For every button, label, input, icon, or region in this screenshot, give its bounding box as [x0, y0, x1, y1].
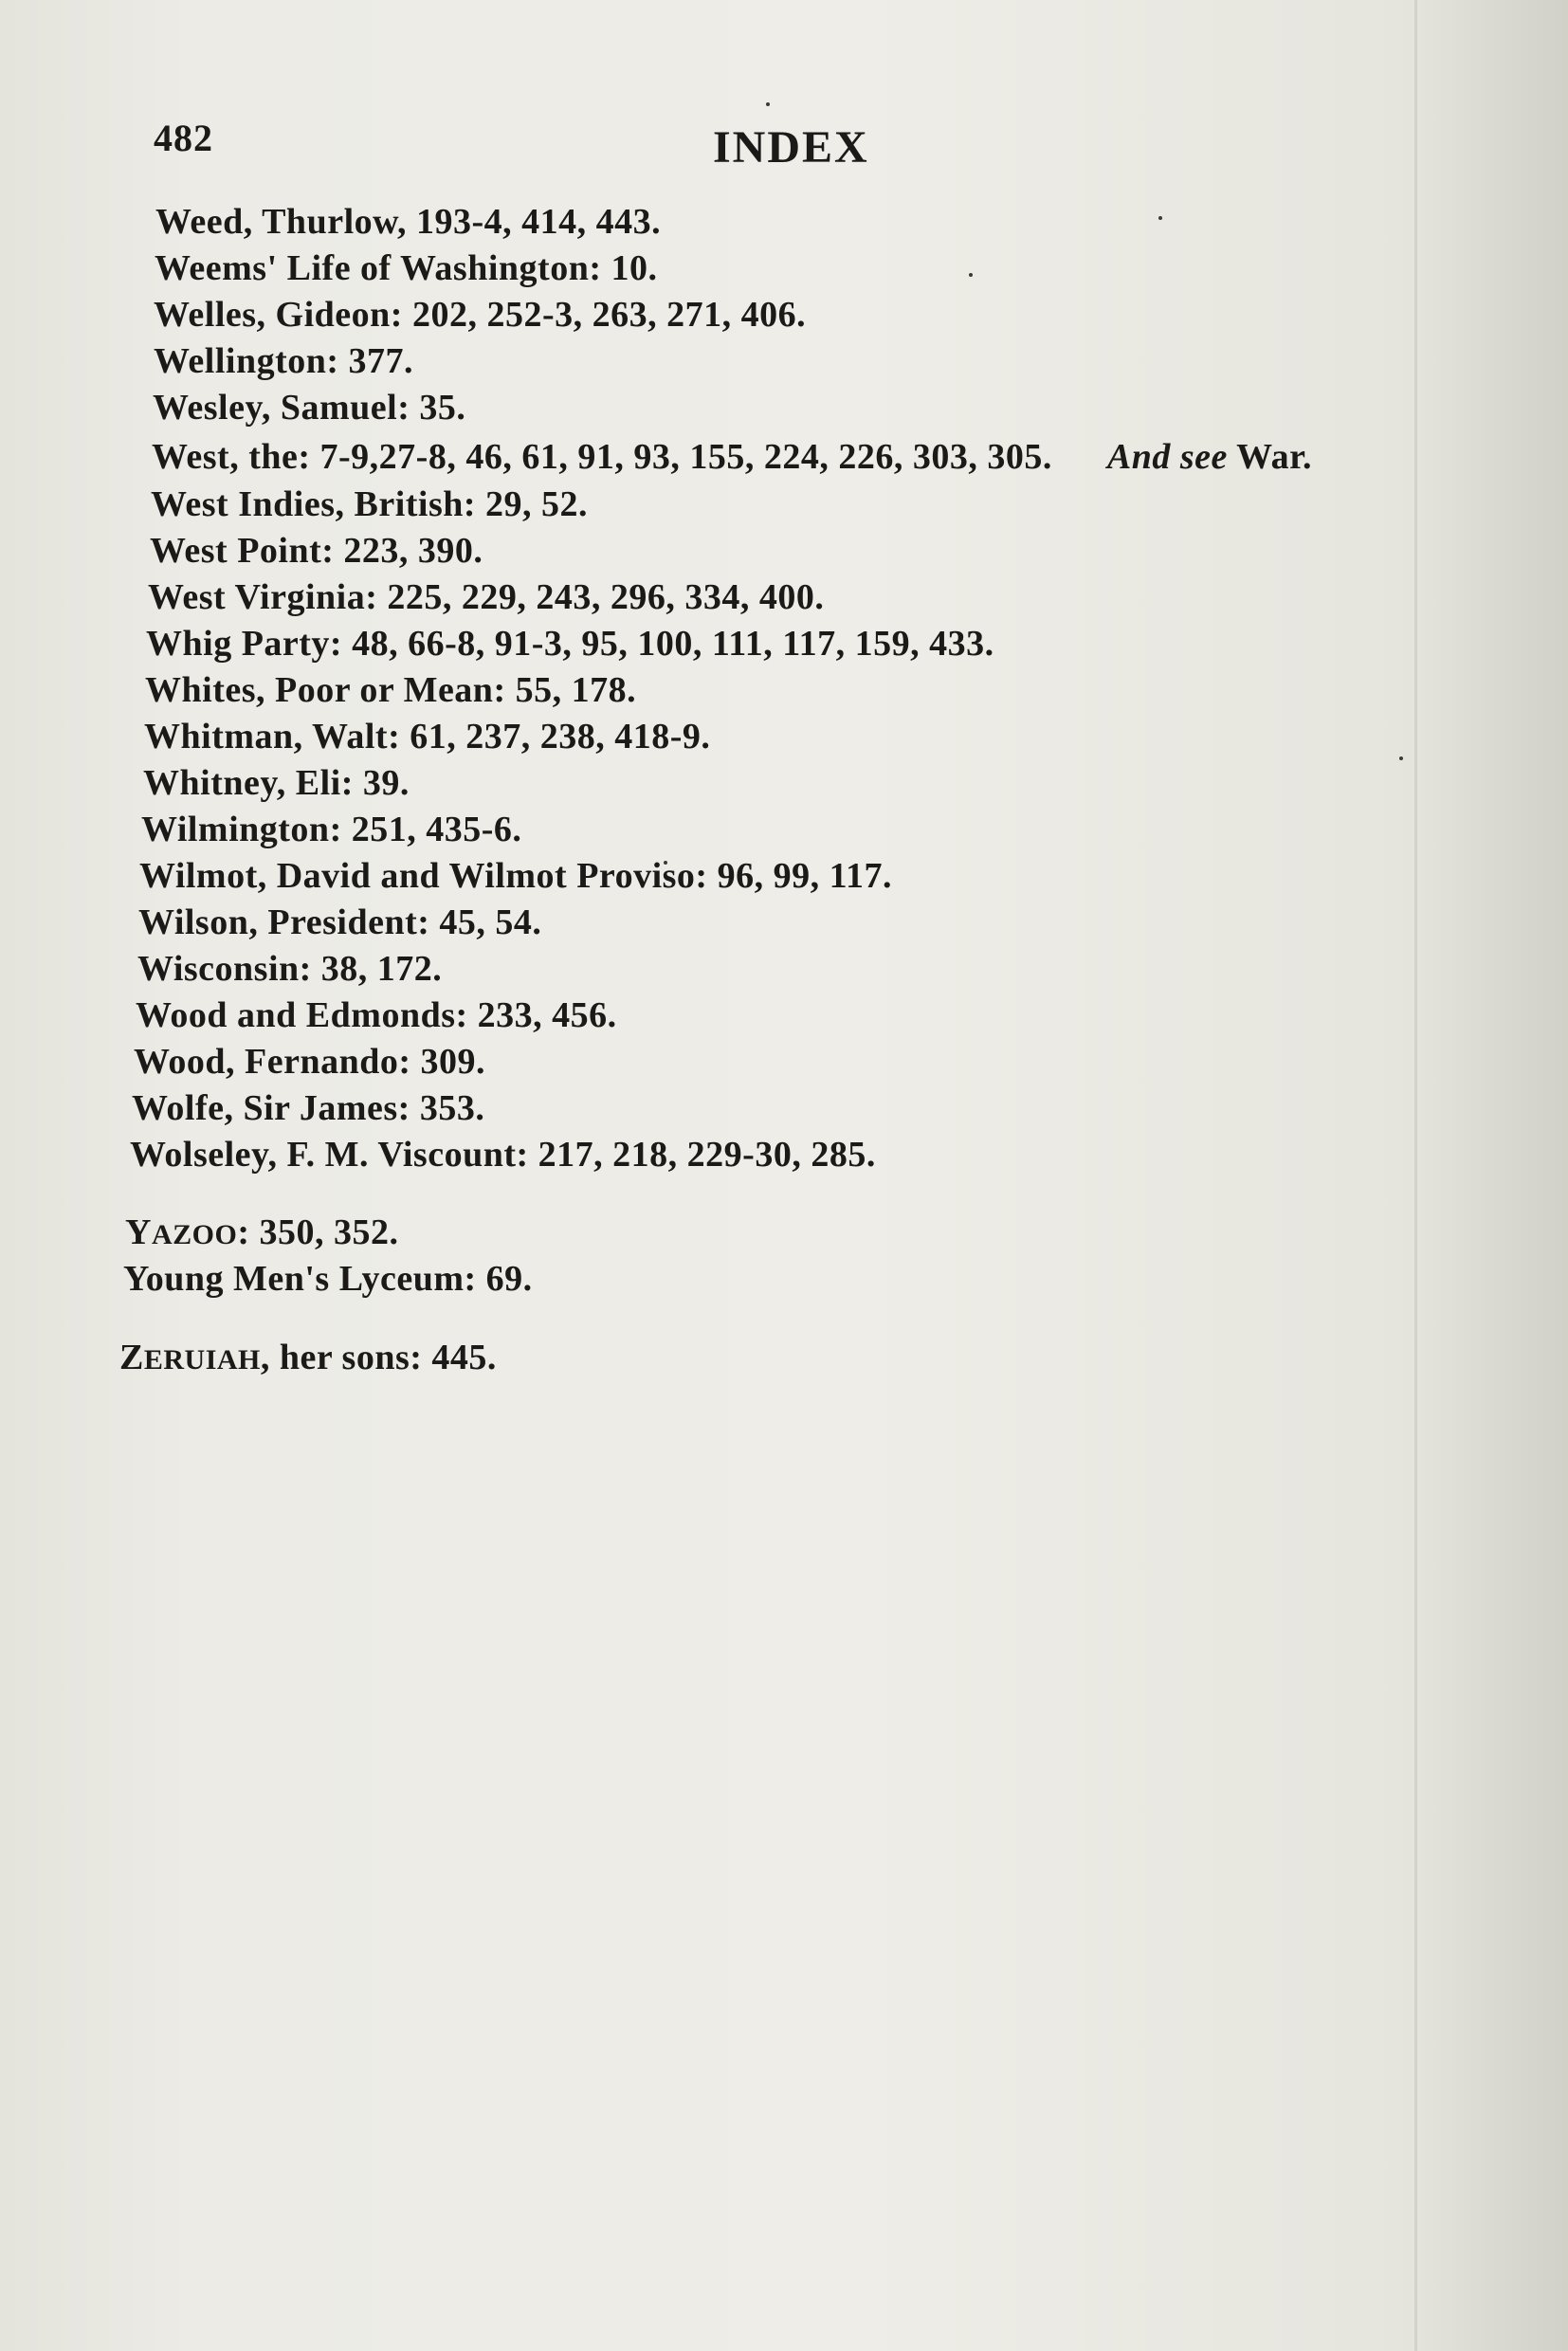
index-entry: Wilson, President: 45, 54. [138, 902, 542, 942]
index-entry: West Virginia: 225, 229, 243, 296, 334, 400. [148, 577, 825, 617]
index-entry: Whitney, Eli: 39. [143, 763, 410, 803]
print-speck [1158, 216, 1162, 220]
running-head: INDEX [713, 122, 869, 173]
entry-text: , her sons: 445. [260, 1338, 497, 1377]
index-entry: Whites, Poor or Mean: 55, 178. [145, 670, 637, 710]
index-entry: Young Men's Lyceum: 69. [123, 1259, 533, 1299]
index-entry: Wood and Edmonds: 233, 456. [136, 995, 617, 1035]
entry-head-initial: Z [119, 1338, 144, 1377]
index-entry: Wolfe, Sir James: 353. [132, 1088, 485, 1128]
see-also-target: War. [1236, 437, 1312, 477]
index-entry: Wood, Fernando: 309. [134, 1042, 486, 1082]
page-edge-shadow [1416, 0, 1568, 2351]
entry-head-smallcaps: AZOO [151, 1219, 238, 1250]
index-entry: Wilmot, David and Wilmot Proviso: 96, 99, 117. [139, 856, 892, 896]
page-crease [1414, 0, 1417, 2351]
entry-text: West, the: 7-9,27-8, 46, 61, 91, 93, 155, 224, 226, 303, 305. [152, 437, 1052, 477]
index-entry: Welles, Gideon: 202, 252-3, 263, 271, 406. [154, 295, 807, 335]
index-entry: Weed, Thurlow, 193-4, 414, 443. [155, 202, 662, 242]
print-speck [766, 102, 770, 106]
index-entry: Wesley, Samuel: 35. [153, 388, 466, 428]
index-entry-z-heading [119, 1337, 497, 1378]
index-entry: Wellington: 377. [154, 341, 414, 381]
index-entry-with-cross-reference [152, 436, 1312, 478]
index-entry-y-heading [125, 1212, 398, 1253]
index-entry: Wilmington: 251, 435-6. [141, 810, 522, 849]
print-speck [1399, 756, 1403, 760]
index-entry: Whig Party: 48, 66-8, 91-3, 95, 100, 111, 117, 159, 433. [146, 624, 994, 664]
entry-text: : 350, 352. [237, 1212, 399, 1252]
index-entry: Whitman, Walt: 61, 237, 238, 418-9. [144, 717, 711, 756]
index-entry: West Indies, British: 29, 52. [151, 484, 589, 524]
index-entry: West Point: 223, 390. [150, 531, 483, 571]
index-entry: Wolseley, F. M. Viscount: 217, 218, 229-30, 285. [130, 1135, 876, 1175]
print-speck [969, 273, 973, 277]
see-also-label: And see [1106, 437, 1228, 477]
entry-head-smallcaps: ERUIAH [143, 1344, 261, 1376]
page-number: 482 [154, 117, 213, 159]
index-entry: Weems' Life of Washington: 10. [155, 248, 658, 288]
index-entry: Wisconsin: 38, 172. [137, 949, 443, 989]
entry-head-initial: Y [125, 1212, 152, 1252]
